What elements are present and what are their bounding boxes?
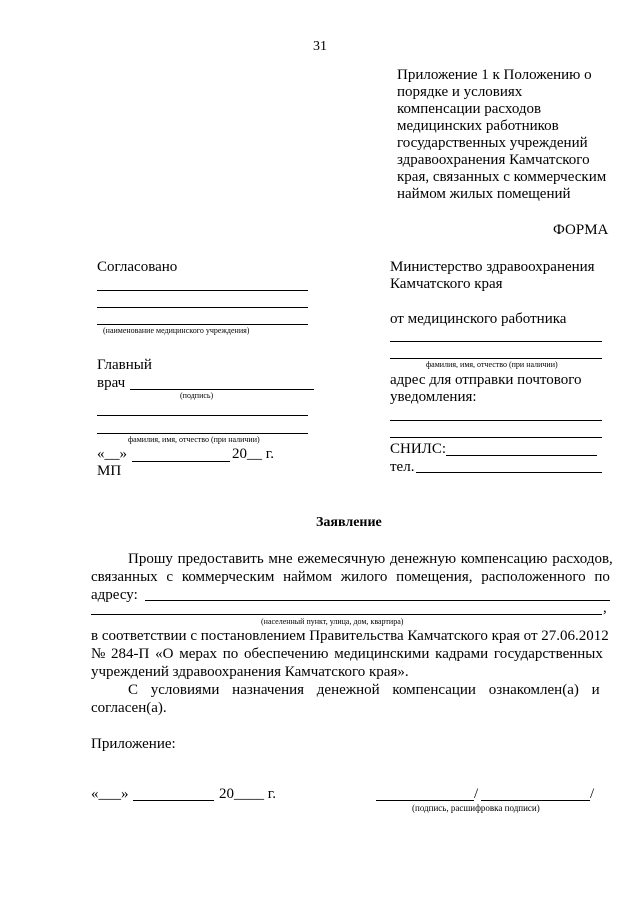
phone-label: тел. — [390, 459, 415, 475]
appendix-line: Приложение 1 к Положению о — [397, 67, 592, 83]
address-comma: , — [603, 600, 607, 616]
appendix-line: компенсации расходов — [397, 101, 542, 117]
org-name-line — [97, 324, 308, 325]
footer-slash: / — [590, 786, 595, 802]
paragraph1-line: Прошу предоставить мне ежемесячную денежную компенсацию расходов, — [128, 551, 613, 567]
address-line — [390, 420, 602, 421]
appendix-line: здравоохранения Камчатского — [397, 152, 590, 168]
address-line — [390, 437, 602, 438]
date-day: «__» — [97, 446, 127, 462]
appendix-line: медицинских работников — [397, 118, 559, 134]
footer-date-year: 20____ г. — [219, 786, 276, 802]
footer-signature-caption: (подпись, расшифровка подписи) — [412, 803, 540, 813]
appendix-line: государственных учреждений — [397, 135, 588, 151]
snils-label: СНИЛС: — [390, 441, 447, 457]
appendix-line: наймом жилых помещений — [397, 186, 571, 202]
stamp-label: МП — [97, 463, 122, 479]
date-month-line — [132, 461, 230, 462]
paragraph1-line: связанных с коммерческим наймом жилого помещения, расположенного по — [91, 569, 610, 585]
ministry-line: Министерство здравоохранения — [390, 259, 595, 275]
doctor-label: врач — [97, 375, 126, 391]
paragraph2-line: учреждений здравоохранения Камчатского края». — [91, 664, 409, 680]
ministry-line: Камчатского края — [390, 276, 503, 292]
from-worker-label: от медицинского работника — [390, 311, 567, 327]
page-number: 31 — [313, 39, 327, 54]
appendix-line: края, связанных с коммерческим — [397, 169, 607, 185]
fio-line — [97, 433, 308, 434]
signature-line — [130, 389, 314, 390]
footer-name-line — [481, 800, 590, 801]
address-input-line — [145, 600, 610, 601]
address-input-line — [91, 614, 602, 615]
form-label: ФОРМА — [553, 222, 609, 238]
document-title: Заявление — [316, 515, 382, 530]
signature-caption: (подпись) — [180, 391, 214, 400]
org-name-line — [97, 307, 308, 308]
agreed-label: Согласовано — [97, 259, 178, 275]
appendix-line: порядке и условиях — [397, 84, 523, 100]
address-label: адрес для отправки почтового — [390, 372, 582, 388]
paragraph3-line: С условиями назначения денежной компенсации ознакомлен(а) и — [128, 682, 600, 698]
snils-line — [446, 455, 597, 456]
worker-fio-line — [390, 341, 602, 342]
date-year: 20__ г. — [232, 446, 274, 462]
footer-date-month-line — [133, 800, 214, 801]
attachment-label: Приложение: — [91, 736, 176, 752]
org-name-caption: (наименование медицинского учреждения) — [103, 326, 250, 335]
footer-signature-line — [376, 800, 474, 801]
chief-label: Главный — [97, 357, 152, 373]
address-caption: (населенный пункт, улица, дом, квартира) — [261, 617, 404, 626]
worker-fio-caption: фамилия, имя, отчество (при наличии) — [426, 360, 558, 369]
footer-slash: / — [474, 786, 479, 802]
paragraph1-line: адресу: — [91, 587, 138, 603]
appendix-block — [397, 67, 606, 203]
phone-line — [416, 472, 602, 473]
paragraph2-line: в соответствии с постановлением Правительства Камчатского края от 27.06.2012 — [91, 628, 609, 644]
fio-caption: фамилия, имя, отчество (при наличии) — [128, 435, 260, 444]
paragraph3-line: согласен(а). — [91, 700, 167, 716]
org-name-line — [97, 290, 308, 291]
paragraph2-line: № 284-П «О мерах по обеспечению медицинскими кадрами государственных — [91, 646, 603, 662]
address-label: уведомления: — [390, 389, 477, 405]
fio-line — [97, 415, 308, 416]
footer-date-day: «___» — [91, 786, 129, 802]
worker-fio-line — [390, 358, 602, 359]
